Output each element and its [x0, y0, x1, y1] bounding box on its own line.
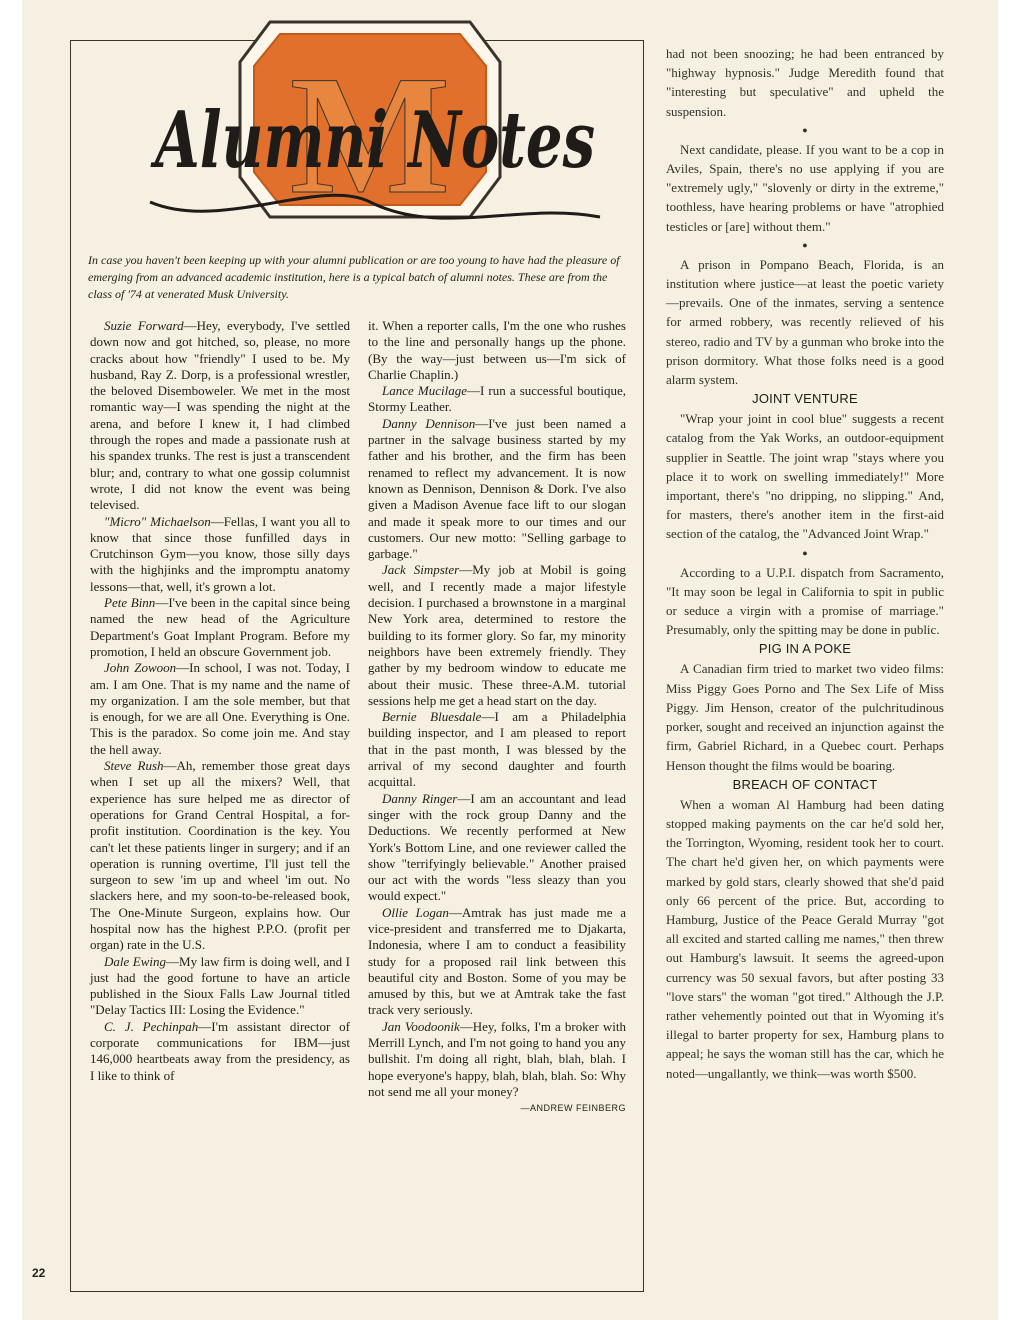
bullet-separator-icon: ● [802, 547, 808, 558]
alumni-note: Suzie Forward—Hey, everybody, I've settled down now and got hitched, so, please, no more cracks about how "friendly" I used to be. My husband, Ray Z. Dorp, is a professional wrestler, the beloved Disemboweler. We met in the most romantic way—I was spending the night at the arena, and before I knew it, I had climbed through the ropes and made a passionate rush at his spandex trunks. The rest is just a transcendent blur; and, contrary to what one gossip columnist wrote, I did not know the event was being televised. [90, 318, 350, 513]
emblem-letter: M [289, 41, 451, 229]
alumni-note: Danny Dennison—I've just been named a partner in the salvage business started by my father and his brother, and the firm has been renamed to reflect my advancement. It is now known as Dennison, Dennison & Dork. I've also given a Madison Avenue face lift to our slogan and made it speak more to our times and our customers. Our new motto: "Selling garbage to garbage." [368, 415, 626, 562]
alumni-note: C. J. Pechinpah—I'm assistant director of corporate communications for IBM—just 146,000 heartbeats away from the presidency, as I like to think of [90, 1018, 350, 1083]
news-item: A prison in Pompano Beach, Florida, is an institution where justice—at least the poetic variety—prevails. One of the inmates, serving a sentence for armed robbery, was recently relieved of his stereo, radio and TV by a gunman who broke into the prison dormitory. What those folks need is a good alarm system. [666, 256, 944, 388]
alumni-name: Lance Mucilage [382, 383, 467, 399]
alumni-name: "Micro" Michaelson [104, 513, 211, 529]
alumni-name: Jack Simpster [382, 562, 460, 578]
alumni-note-continued: it. When a reporter calls, I'm the one who rushes to the line and personally hangs up the phone. (By the way—just between us—I'm sick of Charlie Chaplin.) [368, 318, 626, 382]
section-heading: PIG IN A POKE [758, 641, 852, 657]
news-item: "Wrap your joint in cool blue" suggests a recent catalog from the Yak Works, an outdoor-equipment supplier in Seattle. The joint wrap "stays where you place it to work on swelling immediately!" More important, there's "no dripping, no slipping." And, for masters, there's another item in the first-aid section of the catalog, the "Advanced Joint Wrap." [666, 411, 944, 542]
section-heading: BREACH OF CONTACT [732, 776, 878, 792]
column-2 [368, 318, 626, 1117]
alumni-name: Steve Rush [104, 758, 164, 774]
alumni-name: Danny Ringer [382, 790, 458, 806]
alumni-note: Jan Voodoonik—Hey, folks, I'm a broker with Merrill Lynch, and I'm not going to hand you any bullshit. I'm doing all right, blah, blah, blah. I hope everyone's happy, blah, blah, blah. So: Why not send me all your money? [368, 1018, 626, 1099]
alumni-name: C. J. Pechinpah [104, 1018, 199, 1034]
column-1 [90, 318, 350, 1084]
title-text: Alumni Notes [149, 95, 595, 186]
news-item: had not been snoozing; he had been entranced by "highway hypnosis." Judge Meredith found that "interesting but speculative" and upheld the suspension. [666, 46, 944, 119]
intro-paragraph: In case you haven't been keeping up with your alumni publication or are too young to have had the pleasure of emerging from an advanced academic institution, here is a typical batch of alumni notes. These are from the class of '74 at venerated Musk University. [88, 253, 620, 301]
news-item: Next candidate, please. If you want to be a cop in Aviles, Spain, there's no use applying if you are "extremely ugly," "slovenly or dirty in the extreme," toothless, have hearing problems or have "atrophied testicles or [are] without them." [666, 141, 944, 234]
alumni-note: John Zowoon—In school, I was not. Today, I am. I am One. That is my name and the name of my organization. I am the sole member, but that is enough, for we are all One. Everything is One. This is the paradox. So come join me. And stay the hell away. [90, 660, 351, 757]
alumni-note: Dale Ewing—My law firm is doing well, and I just had the good fortune to have an article published in the Sioux Falls Law Journal titled "Delay Tactics III: Losing the Evidence." [90, 953, 350, 1018]
news-item: When a woman Al Hamburg had been dating stopped making payments on the car he'd sold her, the Torrington, Wyoming, resident took her to court. The chart he'd given her, on which payments were marked by gold stars, clearly showed that she'd paid only 66 percent of the price. But, according to Hamburg, Justice of the Peace Gerald Murray "got all excited and started calling me names," then threw out Hamburg's lawsuit. It seems the agreed-upon currency was 50 sexual favors, but after posting 33 "love stars" the woman "got tired." Although the J.P. rather vehemently pointed out that in Wyoming it's illegal to barter property for sex, Hamburg plans to appeal; he says the woman still has the car, which he noted—ungallantly, we think—was worth $500. [666, 796, 944, 1081]
section-heading: JOINT VENTURE [752, 391, 858, 407]
alumni-note: Danny Ringer—I am an accountant and lead singer with the rock group Danny and the Deductions. We recently performed at New York's Bottom Line, and one reviewer called the show "terrifyingly believable." Another praised our act with the words "less sleazy than you would expect." [368, 790, 626, 904]
bullet-separator-icon: ● [802, 239, 808, 250]
alumni-notes-title-art [140, 2, 610, 252]
alumni-note: Pete Binn—I've been in the capital since being named the new head of the Agriculture Department's Goat Implant Program. Before my promotion, I held an obscure Government job. [90, 595, 350, 659]
alumni-name: Dale Ewing [104, 953, 167, 969]
alumni-note: "Micro" Michaelson—Fellas, I want you all to know that since those funfilled days in Crutchinson Gym—you know, those silly days with the highjinks and the impromptu anatomy lessons—that, well, it's grown a lot. [90, 513, 350, 594]
alumni-note: Jack Simpster—My job at Mobil is going well, and I recently made a major lifestyle decision. I purchased a brownstone in a marginal New York area, determined to restore the building to its former glory. So far, my minority neighbors have been extremely friendly. They gather by my bedroom window to educate me about their music. These three-A.M. tutorial sessions help me get a head start on the day. [368, 562, 627, 708]
column-3 [666, 44, 944, 1083]
alumni-name: Suzie Forward [104, 318, 184, 333]
byline: —ANDREW FEINBERG [520, 1103, 626, 1114]
alumni-name: John Zowoon [104, 660, 177, 676]
alumni-note: Bernie Bluesdale—I am a Philadelphia building inspector, and I am pleased to report that in the past month, I was blessed by the arrival of my second daughter and fourth acquittal. [368, 709, 627, 790]
news-item: According to a U.P.I. dispatch from Sacramento, "It may soon be legal in California to spit in public or seduce a virgin with a promise of marriage." Presumably, only the spitting may be done in public. [666, 564, 944, 638]
alumni-name: Danny Dennison [382, 415, 476, 431]
news-item: A Canadian firm tried to market two video films: Miss Piggy Goes Porno and The Sex Life of Miss Piggy. Jim Henson, creator of the pulchritudinous porker, sought and received an injunction against the firm, Gabriel Richard, in a Quebec court. Perhaps Henson thought the films would be boaring. [666, 661, 944, 773]
page-number: 22 [32, 1266, 46, 1280]
bullet-separator-icon: ● [802, 124, 808, 135]
alumni-note: Steve Rush—Ah, remember those great days when I set up all the mixers? Well, that experience has sure helped me as director of operations for Grand Central Hospital, a for-profit institution. Coordination is the key. You can't let these patients linger in surgery; and if an operation is running overtime, I'll just tell the surgeon to sew 'im up and wheel 'im out. No slackers here, and my soon-to-be-released book, The One-Minute Surgeon, explains how. Our hospital now has the highest P.P.O. (profit per organ) rate in the U.S. [90, 758, 350, 953]
alumni-name: Pete Binn [104, 595, 156, 611]
alumni-note: Lance Mucilage—I run a successful boutique, Stormy Leather. [368, 383, 626, 415]
alumni-name: Jan Voodoonik [382, 1018, 460, 1034]
alumni-name: Bernie Bluesdale [382, 709, 482, 725]
alumni-note: Ollie Logan—Amtrak has just made me a vice-president and transferred me to Djakarta, Indonesia, where I am to conduct a feasibility study for a proposed rail link between this beautiful city and Boston. Some of you may be amused by this, but we at Amtrak take the fast track very seriously. [368, 904, 626, 1018]
alumni-name: Ollie Logan [382, 904, 449, 920]
